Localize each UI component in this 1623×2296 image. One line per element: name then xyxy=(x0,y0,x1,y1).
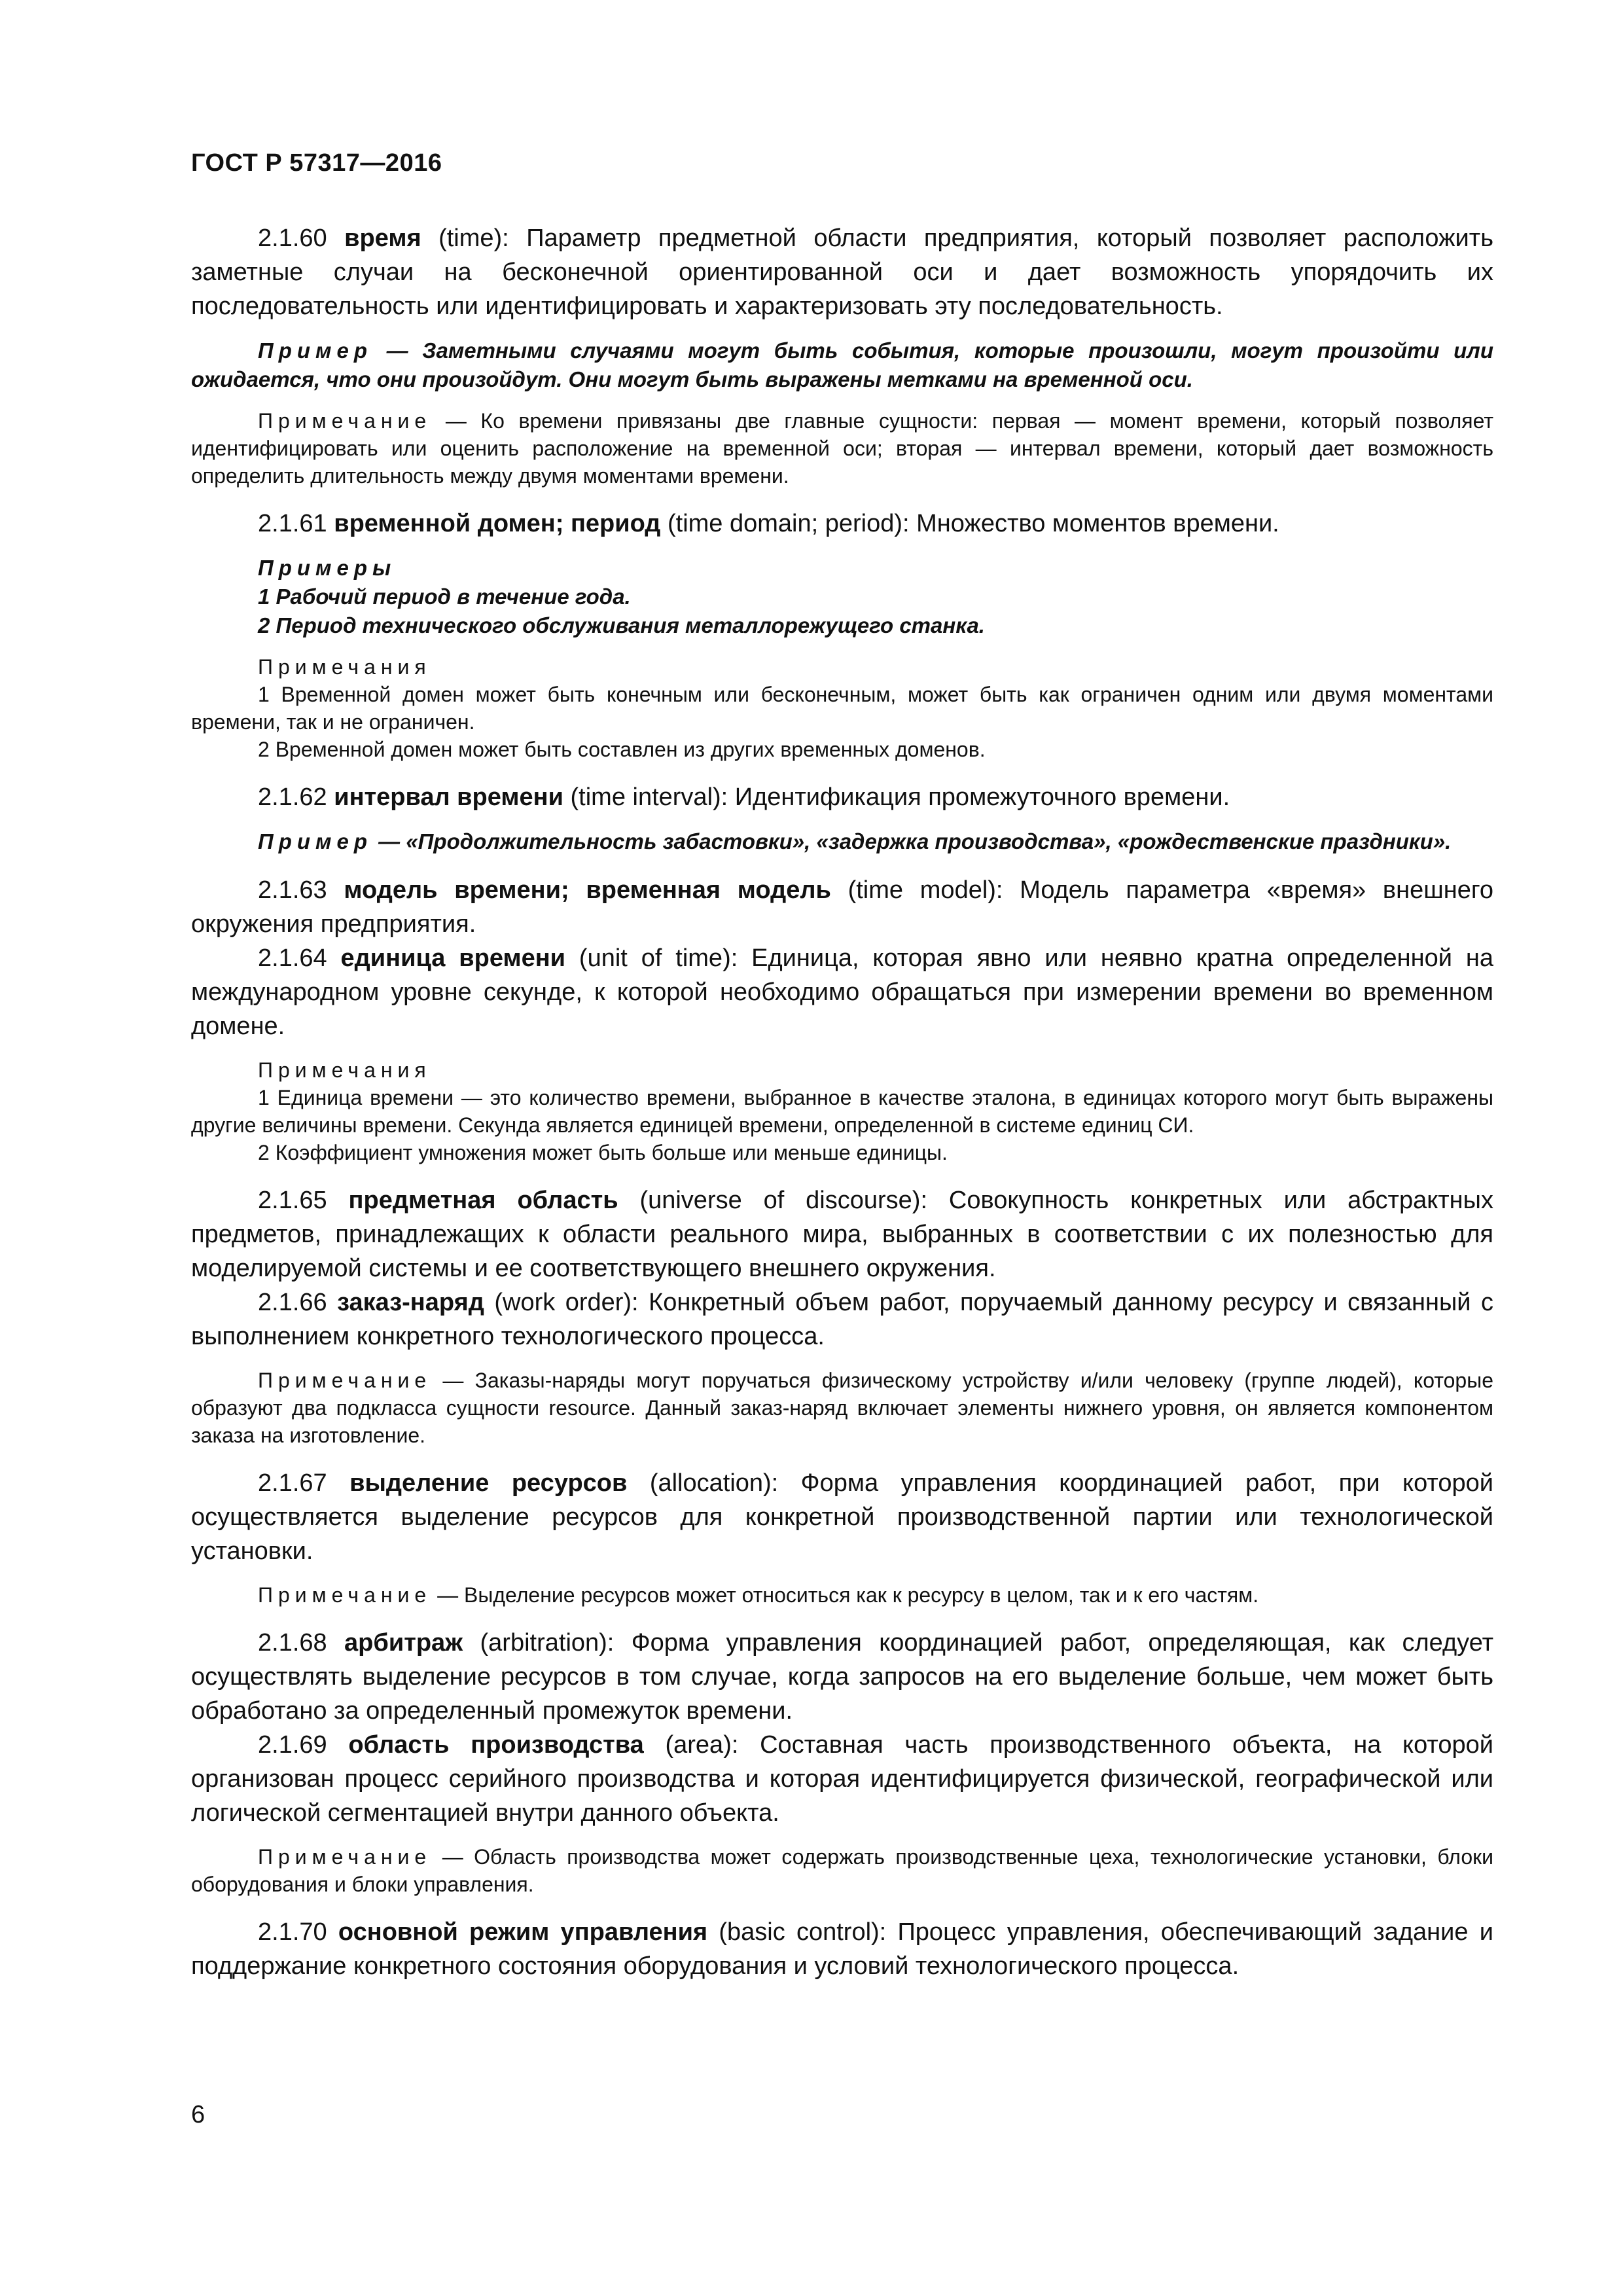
note-item: 2 Коэффициент умножения может быть больше или меньше единицы. xyxy=(258,1141,948,1164)
document-body xyxy=(191,221,1493,1983)
examples-heading: Примеры xyxy=(258,556,397,580)
entry-definition: (time domain; period): Множество моментов времени. xyxy=(660,510,1279,537)
example-label: Пример xyxy=(258,338,372,363)
entry-2-1-64 xyxy=(191,941,1493,1043)
note-label: Примечание xyxy=(258,409,432,433)
entry-2-1-60 xyxy=(191,221,1493,323)
entry-number: 2.1.63 xyxy=(258,876,344,904)
entry-term: заказ-наряд xyxy=(337,1289,484,1316)
example-label: Пример xyxy=(258,829,372,853)
document-header: ГОСТ Р 57317—2016 xyxy=(191,149,442,177)
entry-definition: (time): Параметр предметной области предприятия, который позволяет расположить заметные случаи на бесконечной ориентированной оси и дает возможность упорядочить их последовательность или идентифицировать и характеризовать эту последовательность. xyxy=(191,224,1493,320)
entry-2-1-68 xyxy=(191,1626,1493,1728)
note-2-1-69 xyxy=(191,1843,1493,1898)
notes-heading: Примечания xyxy=(258,655,431,679)
entry-number: 2.1.64 xyxy=(258,944,341,972)
entry-definition: (unit of time): Единица, которая явно или неявно кратна определенной на международном уровне секунде, к которой необходимо обращаться при измерении времени во временном домене. xyxy=(191,944,1493,1040)
note-text: — Выделение ресурсов может относиться как к ресурсу в целом, так и к его частям. xyxy=(431,1583,1259,1607)
note-text: — Ко времени привязаны две главные сущности: первая — момент времени, который позволяет идентифицировать или оценить расположение на временной оси; вторая — интервал времени, который дает возможность определить длительность между двумя моментами времени. xyxy=(191,409,1493,488)
entry-number: 2.1.67 xyxy=(258,1469,350,1497)
entry-term: арбитраж xyxy=(344,1629,463,1657)
entry-term: временной домен; период xyxy=(334,510,661,537)
entry-term: основной режим управления xyxy=(338,1918,708,1946)
example-text: — «Продолжительность забастовки», «задержка производства», «рождественские праздники». xyxy=(372,829,1452,853)
page-number: 6 xyxy=(191,2101,205,2128)
entry-number: 2.1.66 xyxy=(258,1289,338,1316)
entry-number: 2.1.61 xyxy=(258,510,334,537)
entry-definition: (area): Составная часть производственного объекта, на которой организован процесс серийного производства и которая идентифицируется физической, географической или логической сегментацией внутри данного объекта. xyxy=(191,1731,1493,1827)
entry-number: 2.1.62 xyxy=(258,783,334,811)
entry-definition: (allocation): Форма управления координацией работ, при которой осуществляется выделение ресурсов для конкретной производственной партии или технологической установки. xyxy=(191,1469,1494,1565)
note-item: 1 Временной домен может быть конечным или бесконечным, может быть как ограничен одним или двумя моментами времени, так и не ограничен. xyxy=(191,683,1493,734)
note-label: Примечание xyxy=(258,1583,432,1607)
entry-term: время xyxy=(344,224,421,252)
note-label: Примечание xyxy=(258,1845,432,1869)
note-text: — Заказы-наряды могут поручаться физическому устройству и/или человеку (группе людей), которые образуют два подкласса сущности resource. Данный заказ-наряд включает элементы нижнего уровня, он является компонентом заказа на изготовление. xyxy=(191,1369,1493,1447)
entry-2-1-63 xyxy=(191,873,1493,941)
entry-2-1-62 xyxy=(191,780,1493,814)
entry-definition: (time model): Модель параметра «время» внешнего окружения предприятия. xyxy=(191,876,1493,938)
example-2-1-62 xyxy=(191,827,1493,856)
entry-number: 2.1.68 xyxy=(258,1629,345,1657)
example-text: — Заметными случаями могут быть события, которые произошли, могут произойти или ожидается, что они произойдут. Они могут быть выражены метками на временной оси. xyxy=(191,338,1493,391)
note-2-1-60 xyxy=(191,407,1493,490)
entry-term: интервал времени xyxy=(334,783,563,811)
entry-term: единица времени xyxy=(340,944,566,972)
entry-number: 2.1.60 xyxy=(258,224,345,252)
entry-2-1-66 xyxy=(191,1285,1493,1354)
entry-definition: (arbitration): Форма управления координацией работ, определяющая, как следует осуществлять выделение ресурсов в том случае, когда запросов на его выделение больше, чем может быть обработано за определенный промежуток времени. xyxy=(191,1629,1493,1725)
entry-2-1-69 xyxy=(191,1728,1493,1830)
entry-number: 2.1.70 xyxy=(258,1918,338,1946)
entry-2-1-61 xyxy=(191,507,1493,541)
entry-2-1-70 xyxy=(191,1915,1493,1983)
example-item: 1 Рабочий период в течение года. xyxy=(258,584,631,609)
entry-definition: (universe of discourse): Совокупность конкретных или абстрактных предметов, принадлежащих к области реального мира, выбранных в соответствии с их полезностью для моделируемой системы и ее соответствующего внешнего окружения. xyxy=(191,1187,1493,1282)
entry-definition: (time interval): Идентификация промежуточного времени. xyxy=(563,783,1230,811)
notes-heading: Примечания xyxy=(258,1058,431,1082)
entry-term: модель времени; временная модель xyxy=(344,876,831,904)
entry-term: предметная область xyxy=(348,1187,618,1214)
note-label: Примечание xyxy=(258,1369,432,1392)
note-2-1-67 xyxy=(191,1581,1493,1609)
entry-definition: (basic control): Процесс управления, обеспечивающий задание и поддержание конкретного состояния оборудования и условий технологического процесса. xyxy=(191,1918,1493,1980)
entry-number: 2.1.65 xyxy=(258,1187,349,1214)
entry-definition: (work order): Конкретный объем работ, поручаемый данному ресурсу и связанный с выполнением конкретного технологического процесса. xyxy=(191,1289,1493,1350)
entry-term: область производства xyxy=(348,1731,644,1759)
entry-2-1-67 xyxy=(191,1466,1493,1568)
note-text: — Область производства может содержать производственные цеха, технологические установки, блоки оборудования и блоки управления. xyxy=(191,1845,1493,1896)
note-2-1-66 xyxy=(191,1367,1493,1449)
note-item: 1 Единица времени — это количество времени, выбранное в качестве эталона, в единицах которого могут быть выражены другие величины времени. Секунда является единицей времени, определенной в системе единиц СИ. xyxy=(191,1086,1493,1137)
entry-number: 2.1.69 xyxy=(258,1731,349,1759)
note-item: 2 Временной домен может быть составлен из других временных доменов. xyxy=(258,738,986,761)
entry-term: выделение ресурсов xyxy=(349,1469,628,1497)
entry-2-1-65 xyxy=(191,1183,1493,1285)
example-2-1-60 xyxy=(191,336,1493,394)
example-item: 2 Период технического обслуживания металлорежущего станка. xyxy=(258,613,985,637)
